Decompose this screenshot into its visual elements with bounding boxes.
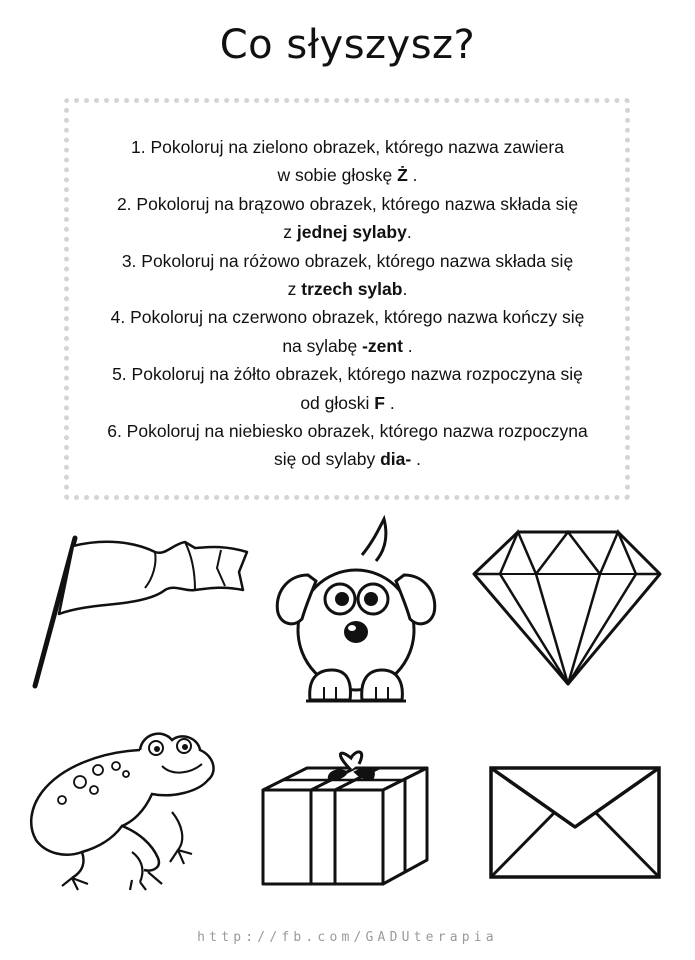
footer-url: http://fb.com/GADUterapia — [197, 930, 498, 945]
gift-icon — [255, 750, 445, 890]
instruction-item — [70, 133, 625, 190]
instruction-line: się od sylaby dia- . — [274, 449, 421, 470]
instruction-line: 3. Pokoloruj na różowo obrazek, którego nazwa składa się — [121, 250, 574, 271]
instruction-line: na sylabę -zent . — [282, 335, 413, 356]
instruction-item — [70, 417, 625, 474]
instruction-line: w sobie głoskę Ż . — [277, 165, 418, 186]
instruction-keyword: dia- — [380, 449, 412, 470]
page-title: Co słyszysz? — [219, 22, 476, 68]
diamond-icon — [470, 528, 665, 688]
instruction-line: 5. Pokoloruj na żółto obrazek, którego nazwa rozpoczyna się — [112, 364, 583, 385]
instruction-keyword: F — [374, 392, 385, 413]
instruction-keyword: trzech sylab — [301, 279, 403, 300]
instruction-line: 4. Pokoloruj na czerwono obrazek, którego nazwa kończy się — [110, 307, 585, 328]
envelope-icon — [488, 765, 663, 880]
instruction-keyword: jednej sylaby — [296, 222, 407, 243]
instruction-line: 1. Pokoloruj na zielono obrazek, którego nazwa zawiera — [131, 137, 564, 157]
flag-icon — [25, 528, 255, 693]
dog-icon — [272, 515, 442, 705]
instruction-line: z jednej sylaby. — [283, 222, 412, 243]
instruction-line: od głoski F . — [300, 392, 395, 413]
instruction-line: 2. Pokoloruj na brązowo obrazek, którego nazwa składa się — [116, 193, 579, 214]
instruction-item — [70, 190, 625, 247]
instruction-line: z trzech sylab. — [287, 279, 408, 300]
frog-icon — [22, 722, 222, 892]
instructions-list — [70, 133, 625, 474]
instruction-keyword: -zent — [362, 335, 403, 356]
instruction-keyword: Ż — [397, 165, 408, 186]
instruction-item — [70, 247, 625, 304]
instruction-line: 6. Pokoloruj na niebiesko obrazek, którego nazwa rozpoczyna — [107, 421, 588, 442]
instruction-item — [70, 303, 625, 360]
instruction-item — [70, 360, 625, 417]
